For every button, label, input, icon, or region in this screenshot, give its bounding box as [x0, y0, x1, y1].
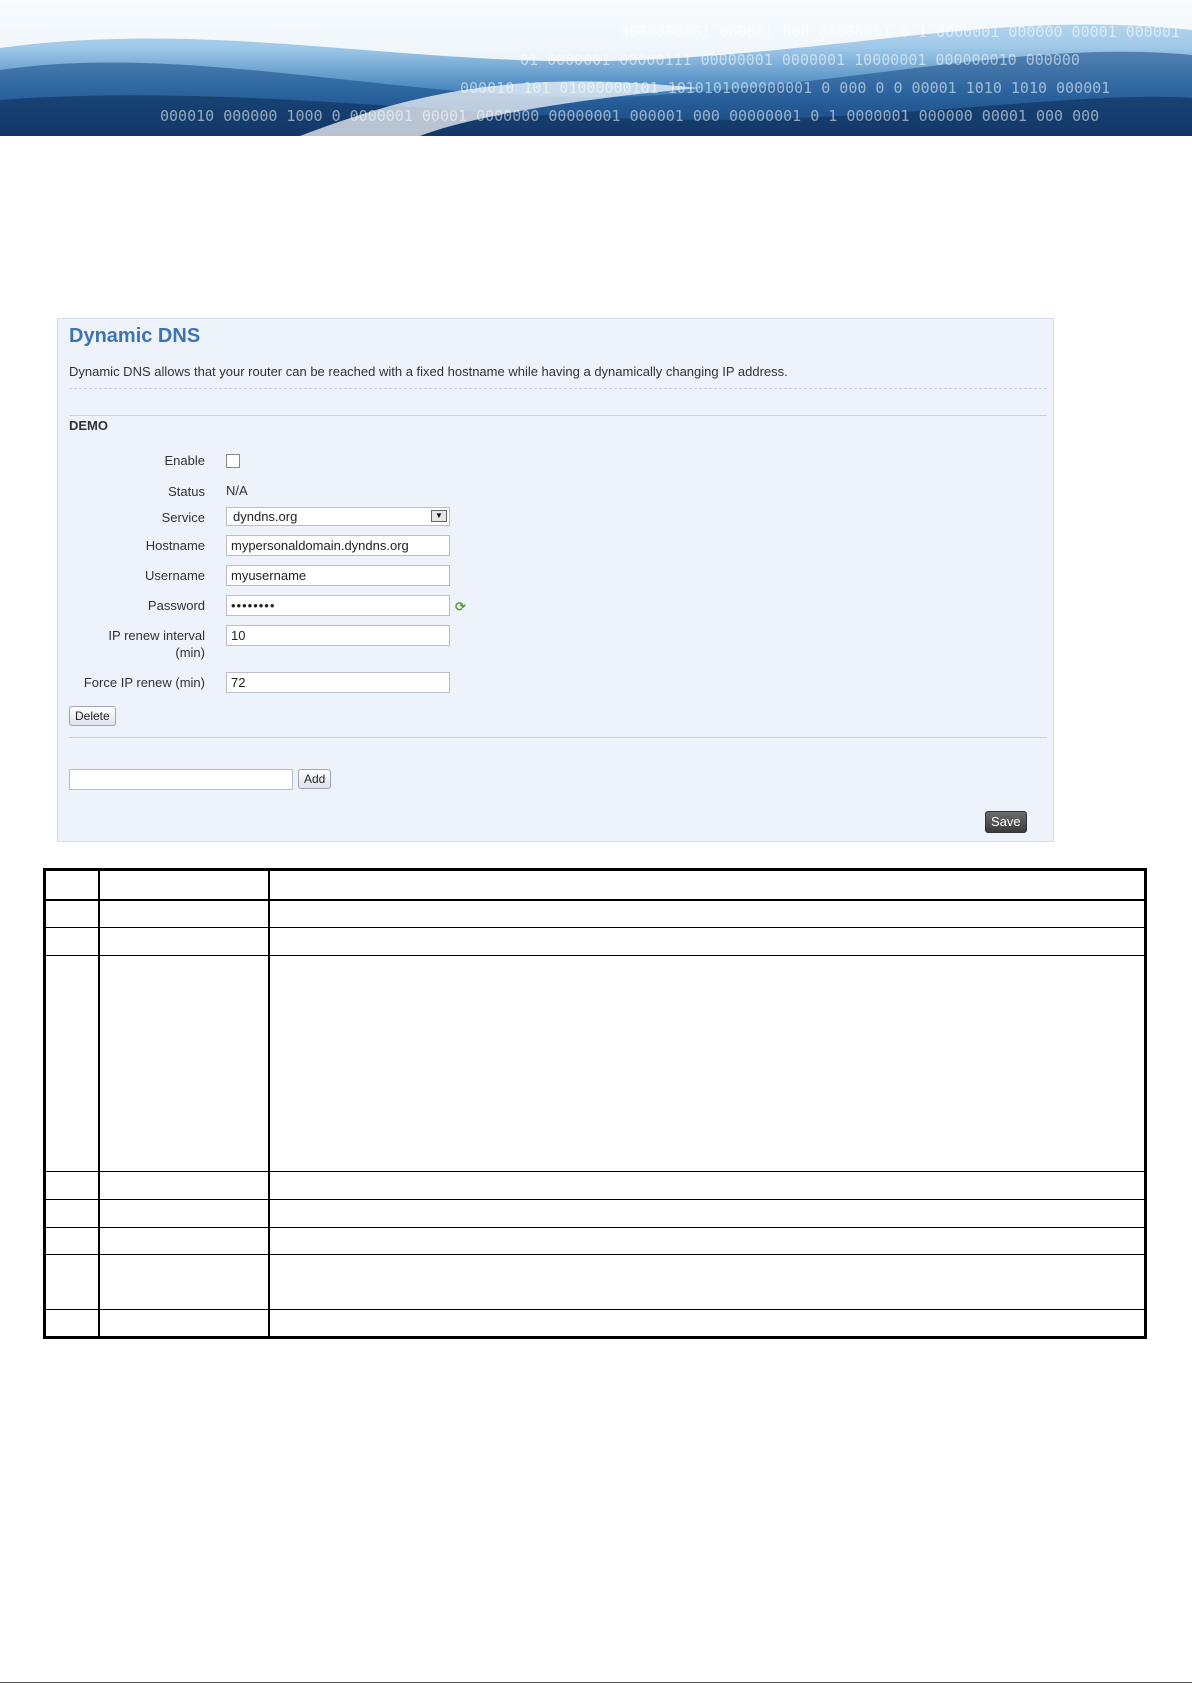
delete-button[interactable]: Delete [69, 706, 116, 726]
username-input[interactable]: myusername [226, 565, 450, 586]
page-description: Dynamic DNS allows that your router can be reached with a fixed hostname while having a dynamically changing IP address. [69, 364, 788, 379]
footer-divider [0, 1682, 1192, 1683]
header-banner [0, 0, 1192, 136]
service-label: Service [161, 510, 205, 525]
username-label: Username [145, 568, 205, 583]
force-ip-renew-input[interactable]: 72 [226, 672, 450, 693]
status-value: N/A [226, 483, 248, 498]
service-select-value: dyndns.org [233, 509, 298, 524]
divider [69, 388, 1047, 389]
refresh-icon[interactable]: ⟳ [455, 599, 466, 614]
parameter-table [43, 868, 1147, 1339]
page-title: Dynamic DNS [69, 325, 201, 347]
ip-renew-interval-label [58, 627, 205, 661]
new-section-input[interactable] [69, 769, 293, 790]
table-row-divider [46, 1309, 1144, 1310]
ip-renew-interval-label-line1: IP renew interval [108, 628, 205, 643]
password-label: Password [147, 598, 205, 613]
password-input[interactable]: •••••••• [226, 595, 450, 616]
chevron-down-icon[interactable]: ▼ [431, 510, 447, 522]
enable-checkbox[interactable] [226, 454, 240, 468]
section-title: DEMO [69, 418, 108, 433]
status-label: Status [168, 484, 205, 499]
table-row-divider [46, 1171, 1144, 1172]
table-row-divider [46, 1227, 1144, 1228]
table-row-divider [46, 1199, 1144, 1200]
table-row-divider [46, 1254, 1144, 1255]
divider [69, 415, 1047, 416]
hostname-label: Hostname [145, 538, 205, 553]
dynamic-dns-panel [57, 318, 1054, 842]
add-button[interactable]: Add [298, 769, 331, 789]
table-header-divider [46, 899, 1144, 901]
table-column-divider [98, 871, 100, 1336]
banner-binary-text: 01 0000001 00000111 00000001 0000001 10000001 000000010 000000 [520, 51, 1080, 69]
banner-binary-text: 000010 101 01000000101 1010101000000001 0 000 0 0 00001 1010 1010 000001 [460, 79, 1111, 97]
force-ip-renew-label: Force IP renew (min) [83, 675, 205, 690]
table-row-divider [46, 955, 1144, 956]
ip-renew-interval-label-line2: (min) [175, 645, 205, 660]
hostname-input[interactable]: mypersonaldomain.dyndns.org [226, 535, 450, 556]
service-select[interactable] [226, 507, 450, 526]
divider [69, 737, 1047, 738]
ip-renew-interval-input[interactable]: 10 [226, 625, 450, 646]
table-row-divider [46, 927, 1144, 928]
enable-label: Enable [164, 453, 205, 468]
banner-binary-text: 0000000001 000001 000 00000001 0 1 0000001 000000 00001 000001 [620, 23, 1180, 41]
table-column-divider [268, 871, 270, 1336]
banner-binary-text: 000010 000000 1000 0 0000001 00001 0000000 00000001 000001 000 00000001 0 1 0000001 000000 00001 000 000 [160, 107, 1100, 125]
save-button[interactable]: Save [985, 811, 1027, 833]
